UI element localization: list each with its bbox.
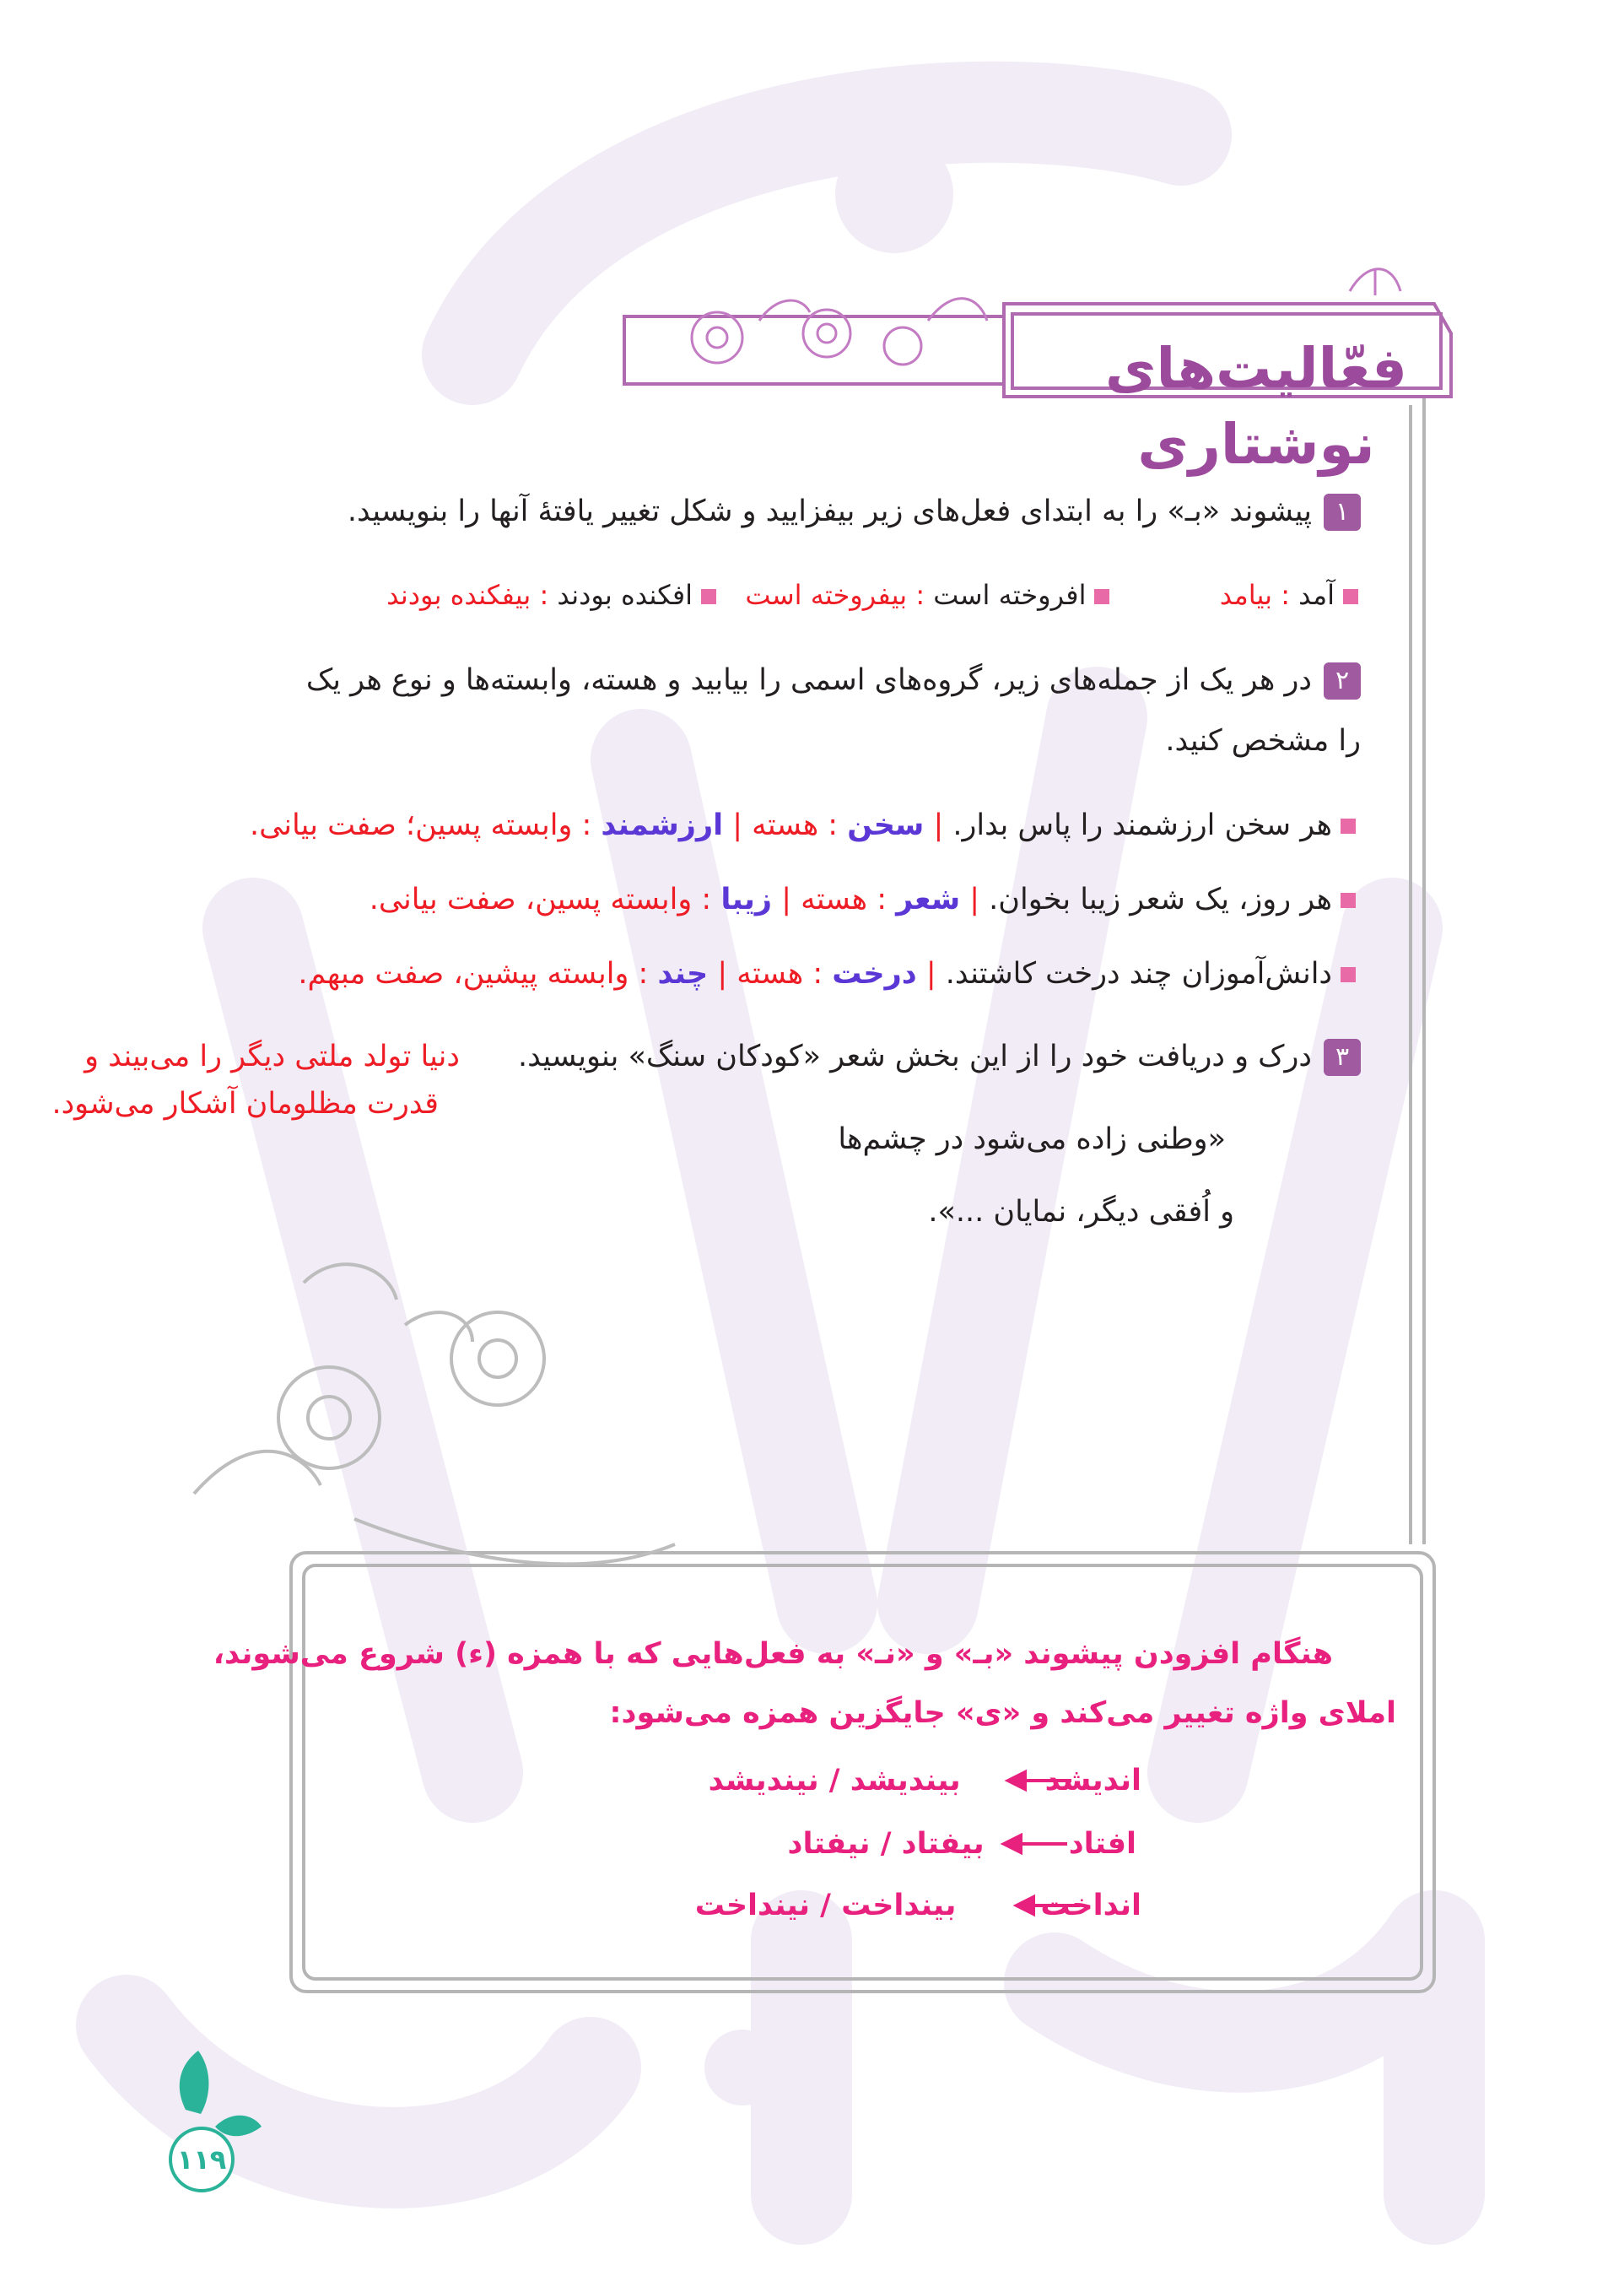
q1-answer: بیفروخته است — [745, 579, 908, 611]
q3-answer-line1: دنیا تولد ملتی دیگر را می‌بیند و — [84, 1040, 460, 1073]
page-number-leaf — [180, 2051, 262, 2136]
q2-text-line1: در هر یک از جمله‌های زیر، گروه‌های اسمی را بیابید و هسته، وابسته‌ها و نوع هر یک — [305, 663, 1312, 697]
q3-number: ۳ — [1324, 1039, 1361, 1076]
q3-answer-line2: قدرت مظلومان آشکار می‌شود. — [51, 1087, 439, 1121]
page-title: فعّالیت‌های نوشتاری — [1105, 336, 1407, 477]
q3-poem-line1: «وطنی زاده می‌شود در چشم‌ها — [838, 1122, 1226, 1156]
q1-number: ۱ — [1324, 494, 1361, 531]
bullet-square-icon — [701, 589, 716, 604]
q1-answer: بیفکنده بودند — [386, 579, 531, 611]
bullet-square-icon — [1341, 819, 1356, 834]
q1-prompt — [348, 486, 1361, 537]
q2-number: ۲ — [1324, 662, 1361, 700]
q1-answers — [386, 570, 1358, 620]
bullet-square-icon — [1094, 589, 1109, 604]
corner-flower — [194, 1264, 675, 1564]
q2-text-line2: را مشخص کنید. — [1165, 724, 1361, 758]
q3-text: درک و دریافت خود را از این بخش شعر «کودکان سنگ» بنویسید. — [517, 1040, 1312, 1073]
page-number: ۱۱۹ — [169, 2127, 235, 2192]
note-example: اندیشدبیندیشد / نیندیشد — [708, 1764, 1141, 1797]
note-example: افتادبیفتاد / نیفتاد — [787, 1827, 1136, 1861]
q3-poem-line2: و اُفقی دیگر، نمایان ...». — [928, 1195, 1234, 1229]
q3-prompt — [518, 1031, 1361, 1082]
note-line1: هنگام افزودن پیشوند «بـ» و «نـ» به فعل‌هایی که با همزه (ء) شروع می‌شوند، — [213, 1637, 1333, 1671]
q1-item: افروخته است : بیفروخته است — [745, 579, 1109, 611]
q2-item: هر سخن ارزشمند را پاس بدار. | سخن : هسته | ارزشمند : وابسته پسین؛ صفت بیانی. — [250, 800, 1356, 851]
q2-item: دانش‌آموزان چند درخت کاشتند. | درخت : هسته | چند : وابسته پیشین، صفت مبهم. — [298, 949, 1356, 999]
q2-prompt — [306, 655, 1361, 705]
note-example: انداختبینداخت / نینداخت — [694, 1889, 1141, 1922]
q1-item: آمد : بیامد — [1220, 579, 1358, 611]
q1-answer: بیامد — [1219, 579, 1273, 611]
q2-item: هر روز، یک شعر زیبا بخوان. | شعر : هسته | زیبا : وابسته پسین، صفت بیانی. — [370, 874, 1356, 925]
bullet-square-icon — [1343, 589, 1358, 604]
bullet-square-icon — [1341, 893, 1356, 908]
q1-text: پیشوند «بـ» را به ابتدای فعل‌های زیر بیفزایید و شکل تغییر یافتهٔ آنها را بنویسید. — [347, 495, 1312, 528]
bullet-square-icon — [1341, 967, 1356, 982]
note-line2: املای واژه تغییر می‌کند و «ی» جایگزین همزه می‌شود: — [609, 1696, 1396, 1730]
q1-item: افکنده بودند : بیفکنده بودند — [386, 579, 716, 611]
